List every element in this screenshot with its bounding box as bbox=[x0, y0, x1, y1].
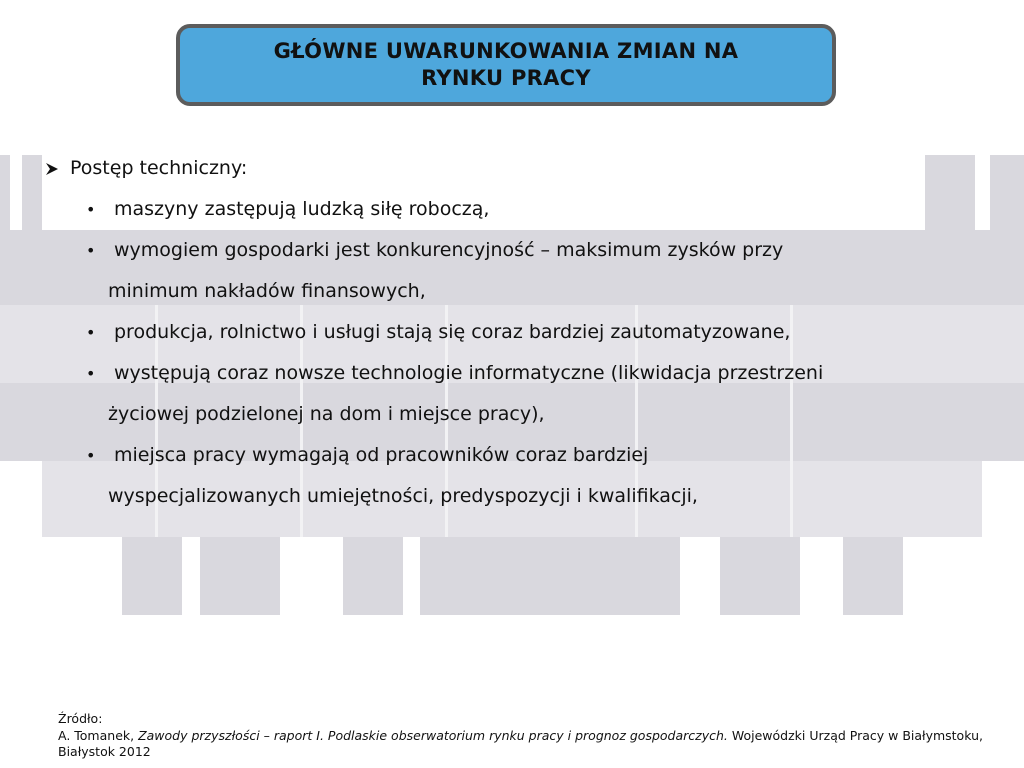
stripe bbox=[720, 537, 800, 615]
bullet-icon: • bbox=[86, 200, 96, 219]
stripe bbox=[122, 537, 182, 615]
source-label: Źródło: bbox=[58, 711, 103, 726]
list-item-text-cont: minimum nakładów finansowych, bbox=[108, 280, 426, 302]
section-heading bbox=[44, 148, 984, 189]
stripe bbox=[843, 537, 903, 615]
bullet-icon: • bbox=[86, 446, 96, 465]
stripe bbox=[990, 155, 1024, 230]
list-item-text-cont: wyspecjalizowanych umiejętności, predyspozycji i kwalifikacji, bbox=[108, 485, 698, 507]
source-title: Zawody przyszłości – raport I. Podlaskie obserwatorium rynku pracy i prognoz gospodarczych. bbox=[138, 727, 728, 743]
slide-title-line-2: RYNKU PRACY bbox=[421, 66, 591, 90]
stripe bbox=[22, 155, 42, 230]
arrow-right-icon bbox=[44, 161, 60, 177]
slide-title bbox=[226, 38, 786, 92]
stripe bbox=[343, 537, 403, 615]
list-item bbox=[44, 189, 984, 230]
list-item-text: produkcja, rolnictwo i usługi stają się coraz bardziej zautomatyzowane, bbox=[114, 321, 791, 343]
list-item bbox=[44, 353, 984, 435]
content-list bbox=[44, 148, 984, 517]
list-item-text-cont: życiowej podzielonej na dom i miejsce pracy), bbox=[108, 403, 545, 425]
stripe bbox=[0, 155, 10, 230]
list-item bbox=[44, 435, 984, 517]
list-item bbox=[44, 230, 984, 312]
bullet-icon: • bbox=[86, 241, 96, 260]
source-note bbox=[58, 711, 988, 761]
bullet-icon: • bbox=[86, 364, 96, 383]
slide-title-line-1: GŁÓWNE UWARUNKOWANIA ZMIAN NA bbox=[273, 39, 739, 63]
stripe bbox=[420, 537, 680, 615]
list-item-text: wymogiem gospodarki jest konkurencyjność – maksimum zysków przy bbox=[114, 239, 784, 261]
source-citation bbox=[58, 728, 988, 761]
stripe bbox=[200, 537, 280, 615]
list-item-text: występują coraz nowsze technologie informatyczne (likwidacja przestrzeni bbox=[114, 362, 824, 384]
list-item-text: miejsca pracy wymagają od pracowników coraz bardziej bbox=[114, 444, 649, 466]
title-box bbox=[176, 24, 836, 106]
source-publisher: Wojewódzki Urząd Pracy w Białymstoku, Białystok 2012 bbox=[58, 727, 983, 759]
list-item bbox=[44, 312, 984, 353]
bullet-icon: • bbox=[86, 323, 96, 342]
list-item-text: maszyny zastępują ludzką siłę roboczą, bbox=[114, 198, 490, 220]
section-heading-text: Postęp techniczny: bbox=[70, 157, 248, 179]
source-authors: A. Tomanek, bbox=[58, 727, 139, 743]
